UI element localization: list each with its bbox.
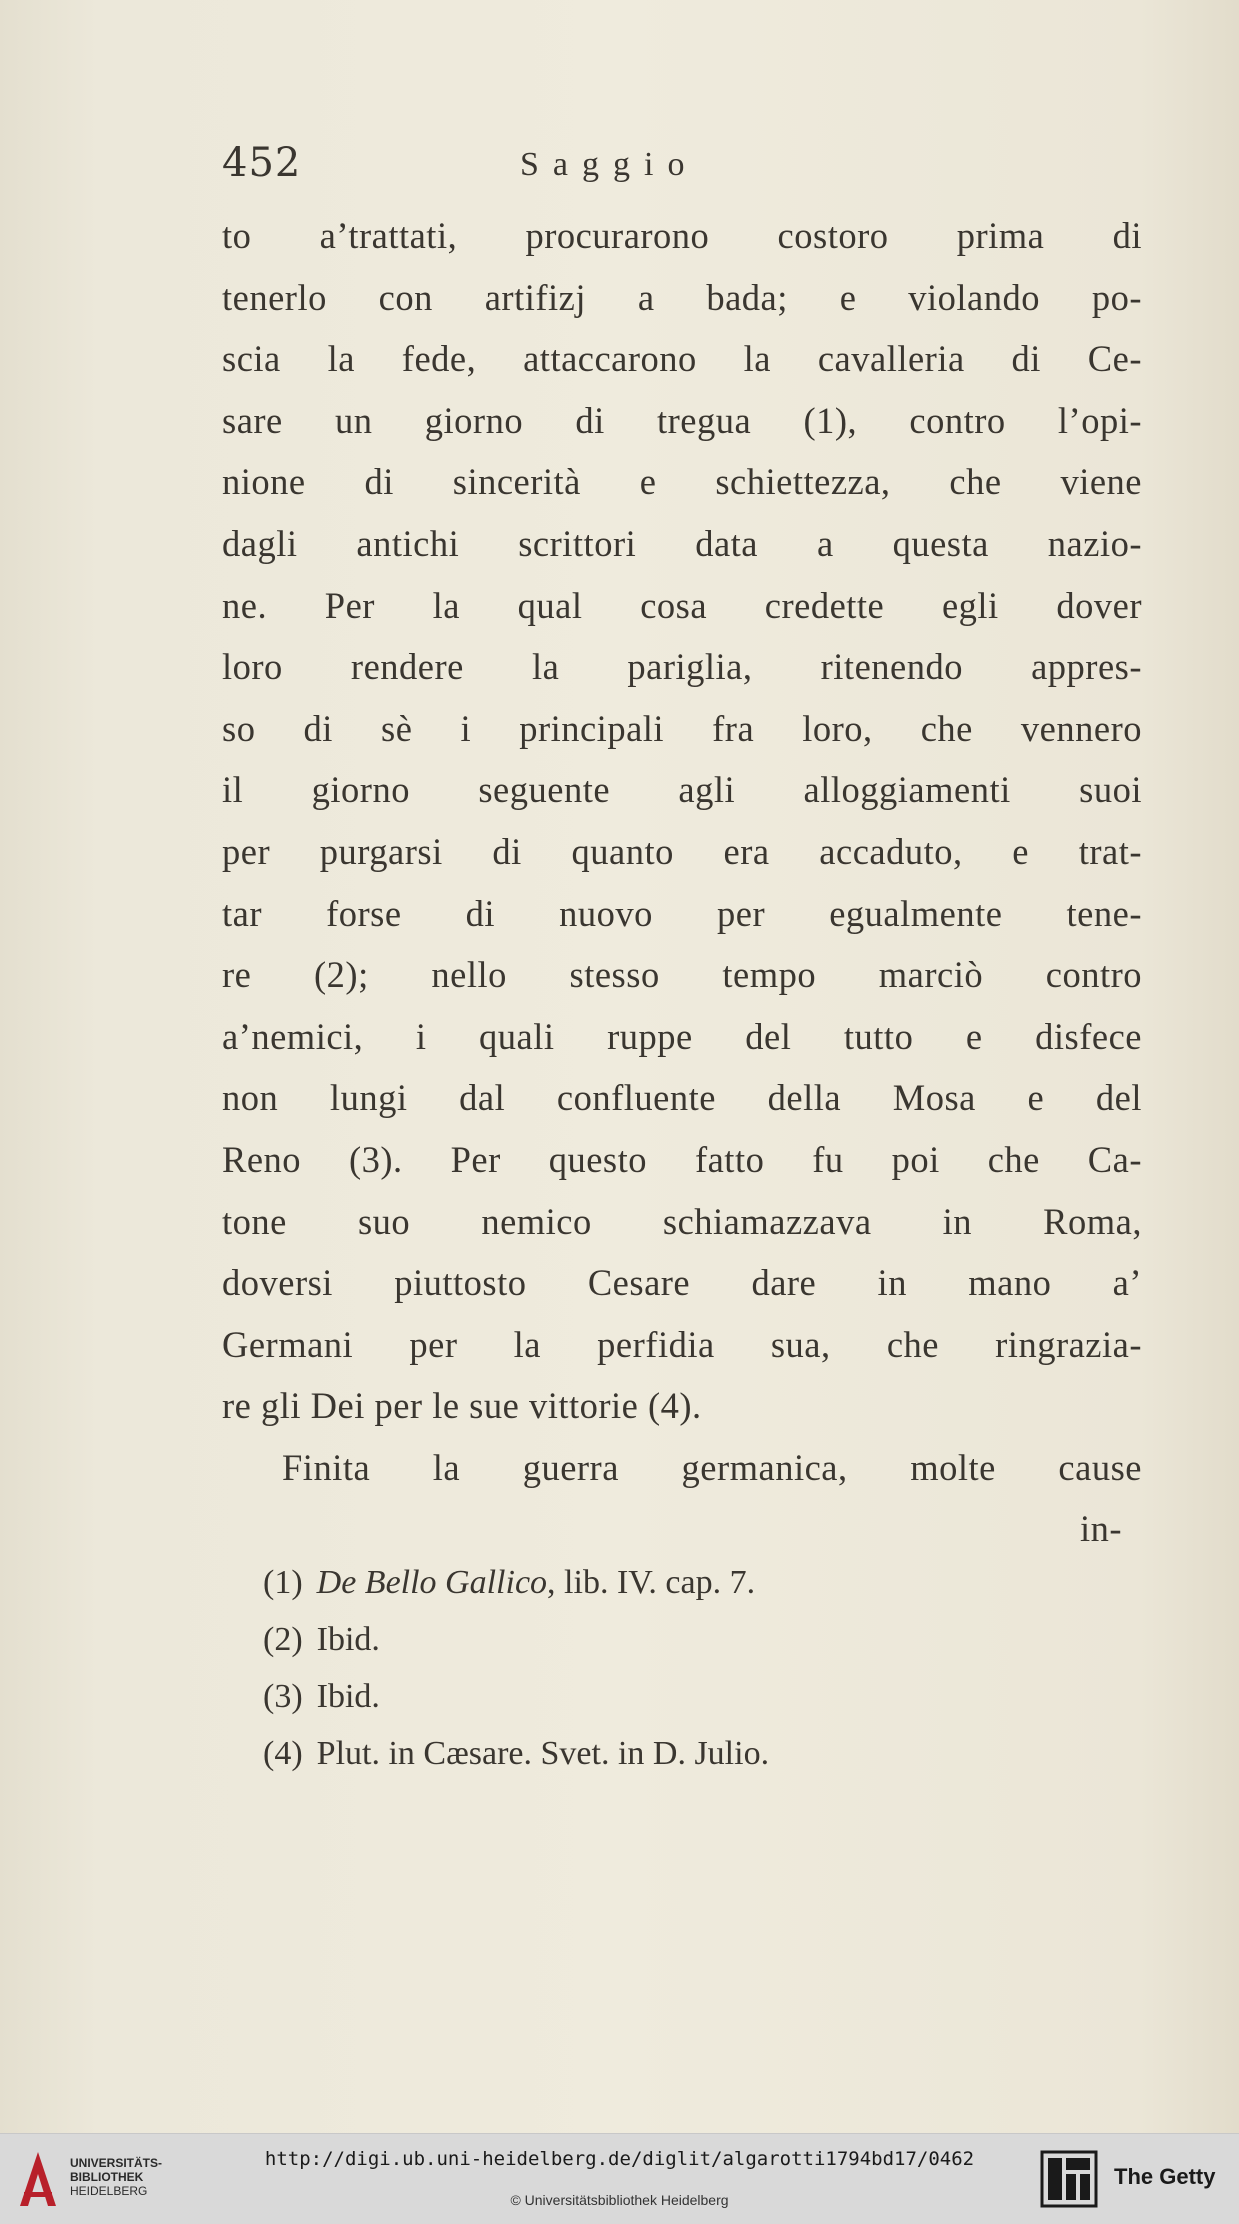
text-line: Reno (3). Per questo fatto fu poi che Ca- (222, 1138, 1142, 1180)
library-name-line: BIBLIOTHEK (70, 2170, 144, 2184)
permalink-url[interactable]: http://digi.ub.uni-heidelberg.de/diglit/algarotti1794bd17/0462 (264, 2148, 975, 2170)
running-head: Saggio (520, 146, 699, 183)
footnote (263, 1725, 1143, 1782)
page-number: 452 (222, 140, 302, 186)
footnote (263, 1668, 1143, 1725)
footer-bar (0, 2133, 1239, 2224)
footnote-number: (3) (263, 1678, 303, 1715)
footnote-title: De Bello Gallico (316, 1564, 548, 1601)
getty-logo-icon (1040, 2150, 1098, 2208)
text-line: to a’trattati, procurarono costoro prima di (222, 215, 1142, 256)
text-line: dagli antichi scrittori data a questa nazio- (222, 522, 1142, 564)
text-line: sare un giorno di tregua (1), contro l’opi- (222, 399, 1142, 441)
text-line: a’nemici, i quali ruppe del tutto e disfece (222, 1015, 1142, 1057)
footnote (263, 1554, 1143, 1611)
footnote-text: Plut. in Cæsare. Svet. in D. Julio. (316, 1735, 770, 1772)
text-line: loro rendere la pariglia, ritenendo appres- (222, 646, 1142, 688)
copyright-notice: © Universitätsbibliothek Heidelberg (510, 2192, 729, 2208)
page-header (222, 140, 1142, 190)
text-line: tone suo nemico schiamazzava in Roma, (222, 1200, 1142, 1242)
library-name-line: UNIVERSITÄTS- (70, 2156, 163, 2170)
text-line: tar forse di nuovo per egualmente tene- (222, 892, 1142, 934)
footnote-number: (1) (263, 1564, 303, 1601)
library-name-line: HEIDELBERG (70, 2184, 148, 2198)
text-line: nione di sincerità e schiettezza, che viene (222, 461, 1142, 503)
text-line: ne. Per la qual cosa credette egli dover (222, 584, 1142, 626)
sponsor-name: The Getty (1114, 2164, 1216, 2189)
text-line: re gli Dei per le sue vittorie (4). (222, 1385, 702, 1427)
footnote-text: Ibid. (316, 1621, 380, 1658)
footnote-text: , lib. IV. cap. 7. (547, 1564, 756, 1601)
catchword: in- (1079, 1508, 1122, 1550)
text-line: re (2); nello stesso tempo marciò contro (222, 954, 1142, 996)
footnote-text: Ibid. (316, 1678, 380, 1715)
text-line: Germani per la perfidia sua, che ringrazia- (222, 1323, 1142, 1365)
text-line: il giorno seguente agli alloggiamenti suoi (222, 769, 1142, 811)
footnote (263, 1611, 1143, 1668)
body-text (222, 205, 1142, 1560)
text-line: Finita la guerra germanica, molte cause (282, 1446, 1142, 1488)
footnote-number: (4) (263, 1735, 303, 1772)
text-line: per purgarsi di quanto era accaduto, e trat- (222, 830, 1142, 872)
text-line: so di sè i principali fra loro, che vennero (222, 707, 1142, 749)
footnotes (263, 1554, 1143, 1782)
text-line: non lungi dal confluente della Mosa e del (222, 1077, 1142, 1119)
text-line: tenerlo con artifizj a bada; e violando po- (222, 276, 1142, 318)
text-line: doversi piuttosto Cesare dare in mano a’ (222, 1262, 1142, 1304)
text-line: scia la fede, attaccarono la cavalleria di Ce- (222, 338, 1142, 380)
footnote-number: (2) (263, 1621, 303, 1658)
